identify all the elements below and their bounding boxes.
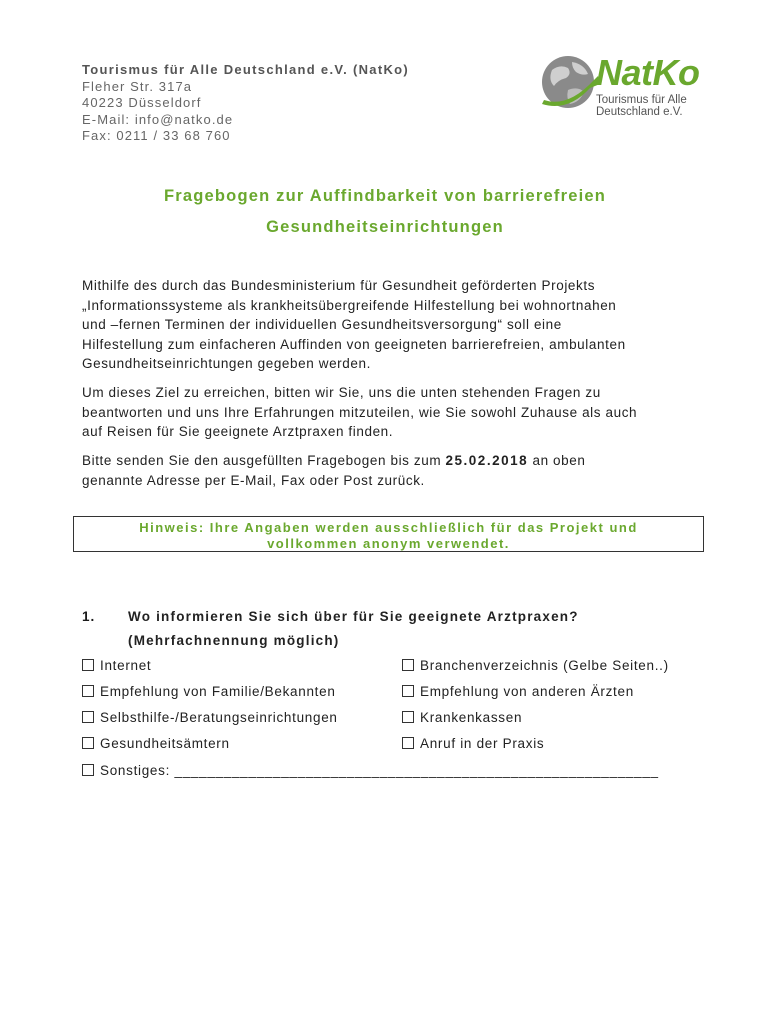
deadline-text-after: an oben bbox=[528, 453, 586, 468]
sender-address bbox=[82, 62, 409, 145]
checkbox[interactable] bbox=[82, 711, 94, 723]
option-empfehlung-aerzte[interactable] bbox=[402, 684, 634, 699]
text-line: genannte Adresse per E-Mail, Fax oder Post zurück. bbox=[82, 472, 425, 488]
deadline-date: 25.02.2018 bbox=[445, 453, 529, 468]
option-empfehlung-familie[interactable] bbox=[82, 684, 336, 699]
option-label: Krankenkassen bbox=[420, 710, 523, 725]
text-line: „Informationssysteme als krankheitsübergreifende Hilfestellung bei wohnortnahen bbox=[82, 297, 617, 313]
text-line: und –fernen Terminen der individuellen Gesundheitsversorgung“ soll eine bbox=[82, 317, 562, 332]
globe-icon bbox=[538, 50, 602, 114]
option-label: Empfehlung von anderen Ärzten bbox=[420, 684, 634, 699]
text-line: beantworten und uns Ihre Erfahrungen mitzuteilen, wie Sie sowohl Zuhause als auch bbox=[82, 404, 638, 420]
intro-paragraph-2 bbox=[82, 383, 702, 442]
option-selbsthilfe[interactable] bbox=[82, 710, 338, 725]
question-subtext: (Mehrfachnennung möglich) bbox=[128, 633, 340, 648]
option-gesundheitsaemter[interactable] bbox=[82, 736, 230, 751]
checkbox[interactable] bbox=[402, 737, 414, 749]
option-label: Selbsthilfe-/Beratungseinrichtungen bbox=[100, 710, 338, 725]
title-line1: Fragebogen zur Auffindbarkeit von barrierefreien bbox=[163, 187, 607, 205]
option-label: Branchenverzeichnis (Gelbe Seiten..) bbox=[420, 658, 669, 673]
notice-line1: Hinweis: Ihre Angaben werden ausschließlich für das Projekt und bbox=[139, 520, 638, 535]
option-branchenverzeichnis[interactable] bbox=[402, 658, 669, 673]
checkbox[interactable] bbox=[82, 764, 94, 776]
logo-sub-line2: Deutschland e.V. bbox=[596, 106, 683, 118]
privacy-notice-box bbox=[73, 516, 704, 552]
sender-street: Fleher Str. 317a bbox=[82, 78, 193, 94]
option-internet[interactable] bbox=[82, 658, 151, 673]
sender-email: E-Mail: info@natko.de bbox=[82, 111, 234, 127]
checkbox[interactable] bbox=[82, 659, 94, 671]
sonstiges-field[interactable]: Sonstiges: ___________________________________________________________ bbox=[100, 763, 659, 778]
natko-logo bbox=[538, 48, 708, 120]
logo-sub-line1: Tourismus für Alle bbox=[596, 94, 687, 106]
text-line: Um dieses Ziel zu erreichen, bitten wir Sie, uns die unten stehenden Fragen zu bbox=[82, 385, 601, 400]
logo-name: NatKo bbox=[596, 52, 700, 93]
option-label: Internet bbox=[100, 658, 152, 673]
option-label: Anruf in der Praxis bbox=[420, 736, 545, 751]
text-line: Gesundheitseinrichtungen gegeben werden. bbox=[82, 356, 371, 371]
sender-org: Tourismus für Alle Deutschland e.V. (NatKo) bbox=[82, 62, 410, 77]
option-label: Empfehlung von Familie/Bekannten bbox=[100, 684, 336, 699]
logo-subtitle bbox=[596, 94, 687, 118]
title-line2: Gesundheitseinrichtungen bbox=[266, 218, 504, 236]
checkbox[interactable] bbox=[402, 659, 414, 671]
option-krankenkassen[interactable] bbox=[402, 710, 522, 725]
sender-fax: Fax: 0211 / 33 68 760 bbox=[82, 128, 231, 143]
intro-paragraph-1 bbox=[82, 276, 702, 374]
option-label: Gesundheitsämtern bbox=[100, 736, 230, 751]
checkbox[interactable] bbox=[402, 711, 414, 723]
intro-paragraph-3 bbox=[82, 451, 702, 490]
option-anruf-praxis[interactable] bbox=[402, 736, 544, 751]
text-line: auf Reisen für Sie geeignete Arztpraxen finden. bbox=[82, 424, 394, 439]
text-line bbox=[82, 451, 702, 471]
notice-line2: vollkommen anonym verwendet. bbox=[267, 536, 510, 551]
checkbox[interactable] bbox=[82, 737, 94, 749]
text-line: Mithilfe des durch das Bundesministerium für Gesundheit geförderten Projekts bbox=[82, 278, 596, 293]
text-line: Hilfestellung zum einfacheren Auffinden von geeigneten barrierefreien, ambulanten bbox=[82, 336, 626, 352]
sender-city: 40223 Düsseldorf bbox=[82, 95, 202, 110]
question-text: Wo informieren Sie sich über für Sie geeignete Arztpraxen? bbox=[128, 609, 579, 624]
checkbox[interactable] bbox=[82, 685, 94, 697]
option-sonstiges[interactable] bbox=[82, 763, 659, 778]
deadline-text-before: Bitte senden Sie den ausgefüllten Fragebogen bis zum bbox=[82, 453, 446, 468]
question-number: 1. bbox=[82, 609, 96, 624]
checkbox[interactable] bbox=[402, 685, 414, 697]
